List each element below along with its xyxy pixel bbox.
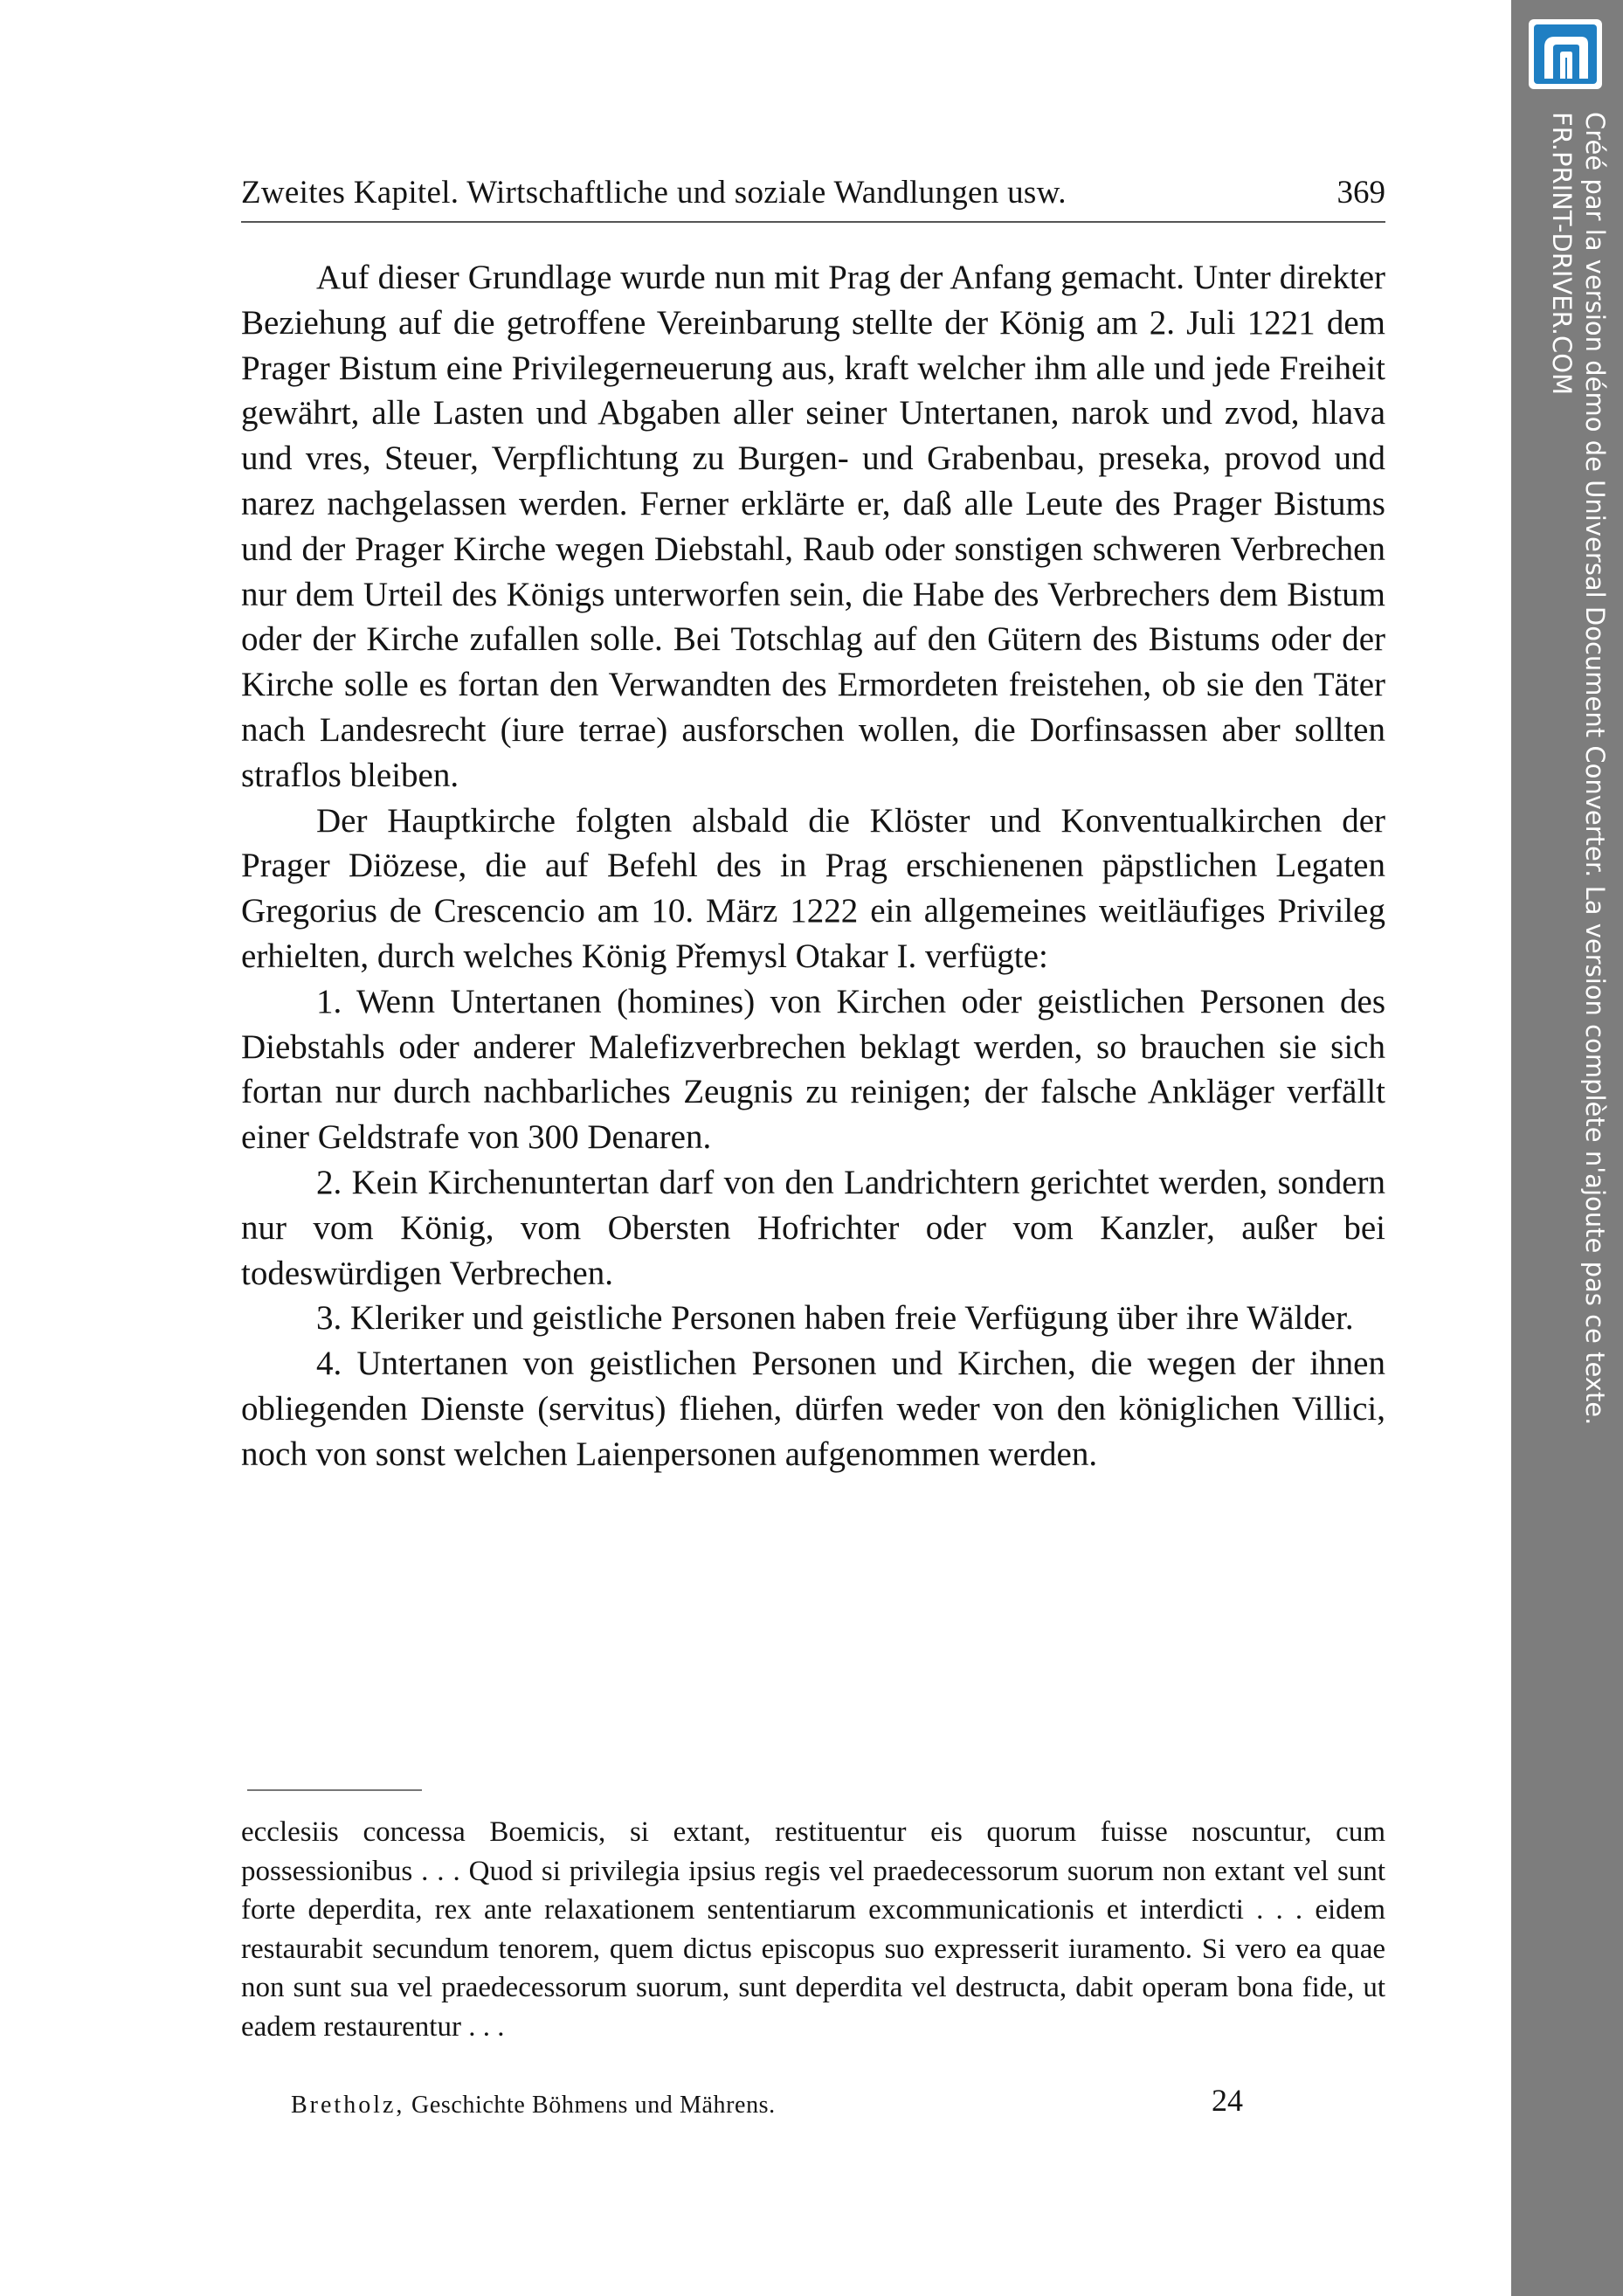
running-title: Zweites Kapitel. Wirtschaftliche und soziale Wandlungen usw. <box>241 175 1067 211</box>
footnote-text: ecclesiis concessa Boemicis, si extant, restituentur eis quorum fuisse noscuntur, cum possessionibus . . . Quod si privilegia ipsius regis vel praedecessorum suorum non extant vel sunt forte deperdita, rex ante relaxationem sententiarum excommunicationis et interdicti . . . eidem restaurabit secundum tenorem, quem dictus episcopus suo expresserit iuramento. Si vero ea quae non sunt sua vel praedecessorum suorum, sunt deperdita vel destructa, dabit operam bona fide, ut eadem restaurentur . . . <box>241 1816 1385 2043</box>
body-text <box>241 255 1385 1477</box>
watermark-line-1: Créé par la version démo de Universal Document Converter. La version complète n'ajoute pas ce texte. <box>1580 112 1610 1426</box>
footnote-rule <box>247 1789 422 1791</box>
header-rule <box>241 221 1385 223</box>
list-item: 4. Untertanen von geistlichen Personen und Kirchen, die wegen der ihnen obliegenden Dienste (servitus) fliehen, dürfen weder von den königlichen Villici, noch von sonst welchen Laienpersonen aufgenommen werden. <box>241 1345 1385 1473</box>
signature-number: 24 <box>1212 2083 1243 2118</box>
list-item: 2. Kein Kirchenuntertan darf von den Landrichtern gerichtet werden, sondern nur vom König, vom Obersten Hofrichter oder vom Kanzler, außer bei todeswürdigen Verbrechen. <box>241 1163 1385 1292</box>
signature-author: Bretholz, <box>291 2092 405 2119</box>
paragraph: Der Hauptkirche folgten alsbald die Klöster und Konventualkirchen der Prager Diözese, die auf Befehl des in Prag erschienenen päpstlichen Legaten Gregorius de Crescencio am 10. März 1222 ein allgemeines weitläufiges Privileg erhielten, durch welches König Přemysl Otakar I. verfügte: <box>241 801 1385 975</box>
footnote <box>241 1813 1385 2046</box>
watermark-line-2: FR.PRINT-DRIVER.COM <box>1547 112 1577 396</box>
list-item: 1. Wenn Untertanen (homines) von Kirchen oder geistlichen Personen des Diebstahls oder anderer Malefizverbrechen beklagt werden, so brauchen sie sich fortan nur durch nachbarliches Zeugnis zu reinigen; der falsche Ankläger verfällt einer Geldstrafe von 300 Denaren. <box>241 982 1385 1157</box>
watermark-text <box>1511 0 1623 2296</box>
paragraph: Auf dieser Grundlage wurde nun mit Prag der Anfang gemacht. Unter direkter Beziehung auf die getroffene Vereinbarung stellte der König am 2. Juli 1221 dem Prager Bistum eine Privilegerneuerung aus, kraft welcher ihm alle und jede Freiheit gewährt, alle Lasten und Abgaben aller seiner Untertanen, narok und zvod, hlava und vres, Steuer, Verpflichtung zu Burgen- und Grabenbau, preseka, provod und narez nachgelassen werden. Ferner erklärte er, daß alle Leute des Prager Bistums und der Prager Kirche wegen Diebstahl, Raub oder sonstigen schweren Verbrechen nur dem Urteil des Königs unterworfen sein, die Habe des Verbrechers dem Bistum oder der Kirche zufallen solle. Bei Totschlag auf den Gütern des Bistums oder der Kirche solle es fortan den Verwandten des Ermordeten freistehen, ob sie den Täter nach Landesrecht (iure terrae) ausforschen wollen, die Dorfinsassen aber sollten straflos bleiben. <box>241 259 1385 794</box>
list-item: 3. Kleriker und geistliche Personen haben freie Verfügung über ihre Wälder. <box>316 1299 1354 1338</box>
signature-title: Geschichte Böhmens und Mährens. <box>411 2092 776 2119</box>
page-number: 369 <box>1336 175 1385 211</box>
signature-text <box>291 2088 776 2123</box>
